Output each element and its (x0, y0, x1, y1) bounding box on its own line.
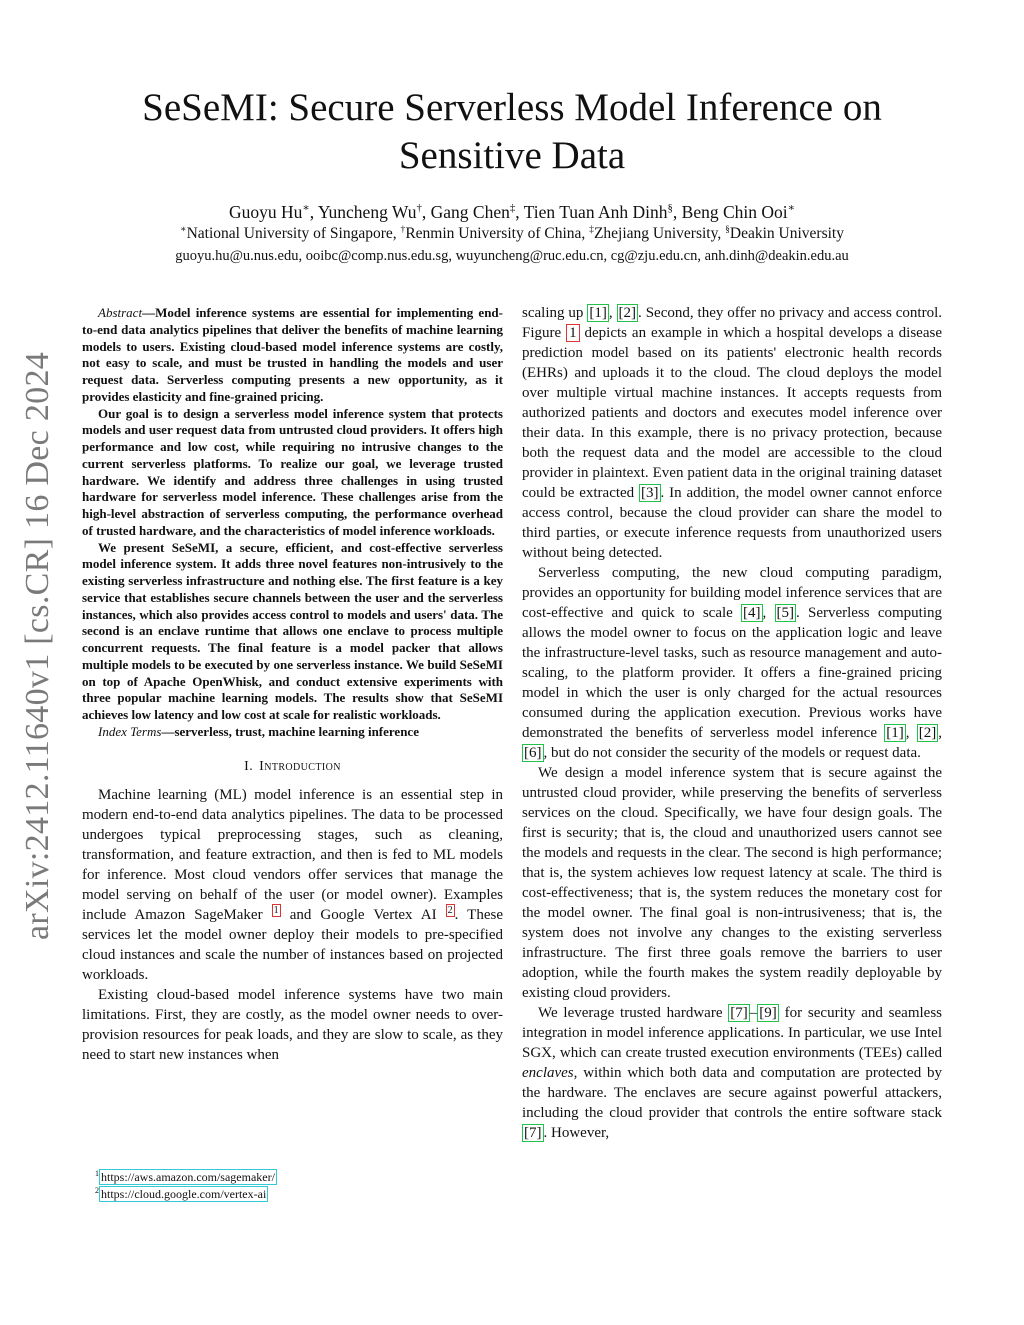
body-paragraph (82, 785, 503, 985)
text-run: for security and seamless integration in model inference applications. In particular, we use Intel SGX, which can create trusted execution environments (TEEs) called (522, 1005, 943, 1061)
text-run: . In addition, the model owner cannot enforce access control, because the cloud provider can share the model to third parties, or execute inference requests from unauthorized users without being detected. (522, 485, 943, 561)
text-run: depicts an example in which a hospital develops a disease prediction model based on its patients' electronic health records (EHRs) and uploads it to the cloud. The cloud deploys the model over multiple virtual machine instances. It accepts requests from authorized patients and doctors and executes model inference over their data. In this example, there is no privacy protection, because both the request data and the model are accessible to the cloud provider in plaintext. Even patient data in the original training dataset could be extracted (522, 325, 942, 501)
footnote (95, 1186, 495, 1203)
left-column (82, 305, 503, 1065)
text-run: – (749, 1005, 758, 1021)
author: Tien Tuan Anh Dinh (523, 202, 668, 222)
body-paragraph (522, 303, 942, 563)
body-paragraph: We design a model inference system that is secure against the untrusted cloud provider, while preserving the benefits of serverless services on the cloud. Specifically, we have four design goals. The first is security; that is, the cloud and unauthorized users cannot see the models and requests in the clear. The second is high performance; that is, the system achieves low request latency at scale. The third is cost-effectiveness; that is, the system reduces the monetary cost for the model owner. The final goal is non-intrusiveness; that is, the system does not involve any changes to the existing serverless infrastructure. The first three goals remove the barriers to user adoption, while the fourth makes the system readily deployable by existing cloud providers. (522, 765, 942, 1001)
author-mark: ∗ (787, 202, 796, 215)
author-mark: ‡ (509, 202, 516, 215)
author-mark: † (416, 202, 422, 215)
affiliation: Deakin University (729, 225, 844, 242)
figure-link[interactable]: 1 (566, 324, 580, 342)
text-run: , (938, 725, 942, 741)
citation-link[interactable]: [6] (524, 745, 542, 761)
author: Guoyu Hu (228, 202, 303, 222)
body-paragraph (522, 1003, 942, 1143)
abstract-paragraph: We present SeSeMI, a secure, efficient, and cost-effective serverless model inference system. It adds three novel features non-intrusively to the existing serverless infrastructure and nothing else. The first feature is a key service that establishes secure channels between the user and the serverless instances, which also provides access control to models and users' data. The second is an enclave runtime that allows one enclave to process multiple concurrent requests. The final feature is a model packer that allows multiple models to be executed by one serverless instance. We build SeSeMI on top of Apache OpenWhisk, and conduct extensive experiments with three popular machine learning models. The results show that SeSeMI achieves low latency and low cost at scale for realistic workloads. (82, 539, 503, 722)
text-run: Machine learning (ML) model inference is an essential step in modern end-to-end data analytics pipelines. The data to be processed undergoes typical preprocessing stages, such as cleaning, transformation, and feature extraction, and then is fed to ML models for inference. Most cloud vendors offer services that manage the model serving on behalf of the user (or model owner). Examples include Amazon SageMaker (82, 786, 503, 923)
author-list: Guoyu Hu∗, Yuncheng Wu†, Gang Chen‡, Tien Tuan Anh Dinh§, Beng Chin Ooi∗ (228, 202, 796, 222)
affiliation-mark: ∗ (180, 223, 187, 235)
index-terms-text: serverless, trust, machine learning inference (174, 723, 419, 739)
text-run: scaling up (522, 305, 588, 321)
citation-link[interactable]: [7] (524, 1125, 542, 1141)
author-mark: ∗ (302, 202, 310, 215)
text-run: . However, (543, 1125, 610, 1141)
affiliation-mark: † (400, 223, 406, 235)
citation-link[interactable]: [9] (759, 1005, 777, 1021)
citation-link[interactable]: [7] (730, 1005, 748, 1021)
affiliation: National University of Singapore (186, 225, 393, 242)
citation-link[interactable]: [3] (641, 485, 659, 501)
abstract-text: Model inference systems are essential for implementing end-to-end data analytics pipelines that deliver the benefits of machine learning models to users. Existing cloud-based model inference systems are costly, not easy to scale, and must be trusted in handling the models and user request data. Serverless computing presents a new opportunity, as it provides elasticity and fine-grained pricing. (82, 305, 503, 404)
emphasis: enclaves (522, 1065, 574, 1081)
author: Beng Chin Ooi (681, 202, 788, 222)
arxiv-identifier[interactable]: arXiv:2412.11640v1 [cs.CR] 16 Dec 2024 (19, 351, 56, 940)
text-run: , (905, 725, 917, 741)
abstract-paragraph: Our goal is to design a serverless model inference system that protects models and user request data from untrusted cloud providers. It offers high performance and low cost, while requiring no intrusive changes to the current serverless platforms. To realize our goal, we leverage trusted hardware. We identify and address three challenges in using trusted hardware for serverless model inference. These challenges arise from the high-level abstraction of serverless computing, the performance overhead of trusted hardware, and the characteristics of model inference workloads. (82, 405, 503, 538)
section-heading (82, 758, 503, 776)
citation-link[interactable]: [4] (743, 605, 761, 621)
text-run: , (608, 305, 617, 321)
author: Gang Chen (430, 202, 510, 222)
right-column (522, 303, 942, 1143)
text-run: , but do not consider the security of the models or request data. (543, 745, 921, 761)
footnote-link[interactable]: https://aws.amazon.com/sagemaker/ (101, 1170, 275, 1184)
body-paragraph: Existing cloud-based model inference systems have two main limitations. First, they are costly, as the model owner needs to over-provision resources for peak loads, and they are slow to scale, as they need to start new instances when (82, 986, 503, 1063)
citation-link[interactable]: [2] (618, 305, 637, 321)
affiliation-mark: ‡ (589, 223, 594, 235)
text-run: , within which both data and computation are protected by the hardware. The enclaves are secure against powerful attackers, including the cloud provider that controls the entire software stack (522, 1065, 942, 1121)
text-run: . Second, they offer no privacy and access control. Figure (522, 305, 942, 341)
footnote-number: 1 (95, 1169, 99, 1178)
author-emails: guoyu.hu@u.nus.edu, ooibc@comp.nus.edu.sg, wuyuncheng@ruc.edu.cn, cg@zju.edu.cn, anh.dinh@deakin.edu.au (175, 248, 849, 264)
text-run: . Serverless computing allows the model owner to focus on the application logic and leave the infrastructure-level tasks, such as resource management and auto-scaling, to the platform provider. It offers a fine-grained pricing model in which the user is only charged for the actual resources consumed during the application execution. Previous works have demonstrated the benefits of serverless model inference (522, 605, 942, 741)
section-name: Introduction (259, 758, 341, 774)
affiliation: Zhejiang University (593, 225, 718, 242)
author: Yuncheng Wu (317, 202, 417, 222)
author-mark: § (667, 202, 673, 215)
abstract-label: Abstract (98, 305, 143, 320)
citation-link[interactable]: [5] (776, 605, 795, 621)
footnote-ref[interactable]: 2 (447, 904, 453, 916)
affiliation: Renmin University of China (405, 225, 582, 242)
affiliation-mark: § (725, 223, 730, 235)
section-number: I. (244, 758, 254, 774)
citation-link[interactable]: [1] (589, 305, 607, 321)
text-run: We leverage trusted hardware (538, 1005, 729, 1021)
footnote-link[interactable]: https://cloud.google.com/vertex-ai (101, 1187, 267, 1201)
citation-link[interactable]: [2] (918, 725, 937, 741)
footnote (95, 1169, 495, 1186)
affiliation-list: ∗National University of Singapore, †Renmin University of China, ‡Zhejiang University, §Deakin University (180, 223, 844, 242)
text-run: Serverless computing, the new cloud computing paradigm, provides an opportunity for building model inference services that are cost-effective and quick to scale (522, 565, 942, 621)
body-paragraph (522, 563, 942, 763)
footnote-number: 2 (95, 1186, 99, 1195)
text-run: , (762, 605, 775, 621)
footnotes (95, 1169, 495, 1203)
index-terms: Index Terms—serverless, trust, machine learning inference (98, 723, 419, 739)
citation-link[interactable]: [1] (886, 725, 904, 741)
footnote-ref[interactable]: 1 (273, 904, 279, 916)
text-run: . These services let the model owner deploy their models to pre-specified cloud instances and scale the number of instances based on projected workloads. (82, 906, 503, 983)
abstract-paragraph: Abstract—Model inference systems are essential for implementing end-to-end data analytics pipelines that deliver the benefits of machine learning models to users. Existing cloud-based model inference systems are costly, not easy to scale, and must be trusted in handling the models and user request data. Serverless computing presents a new opportunity, as it provides elasticity and fine-grained pricing. (82, 305, 503, 404)
text-run: and Google Vertex AI (289, 906, 437, 923)
paper-title: SeSeMI: Secure Serverless Model Inference on Sensitive Data (142, 86, 882, 177)
index-terms-label: Index Terms (98, 723, 162, 739)
